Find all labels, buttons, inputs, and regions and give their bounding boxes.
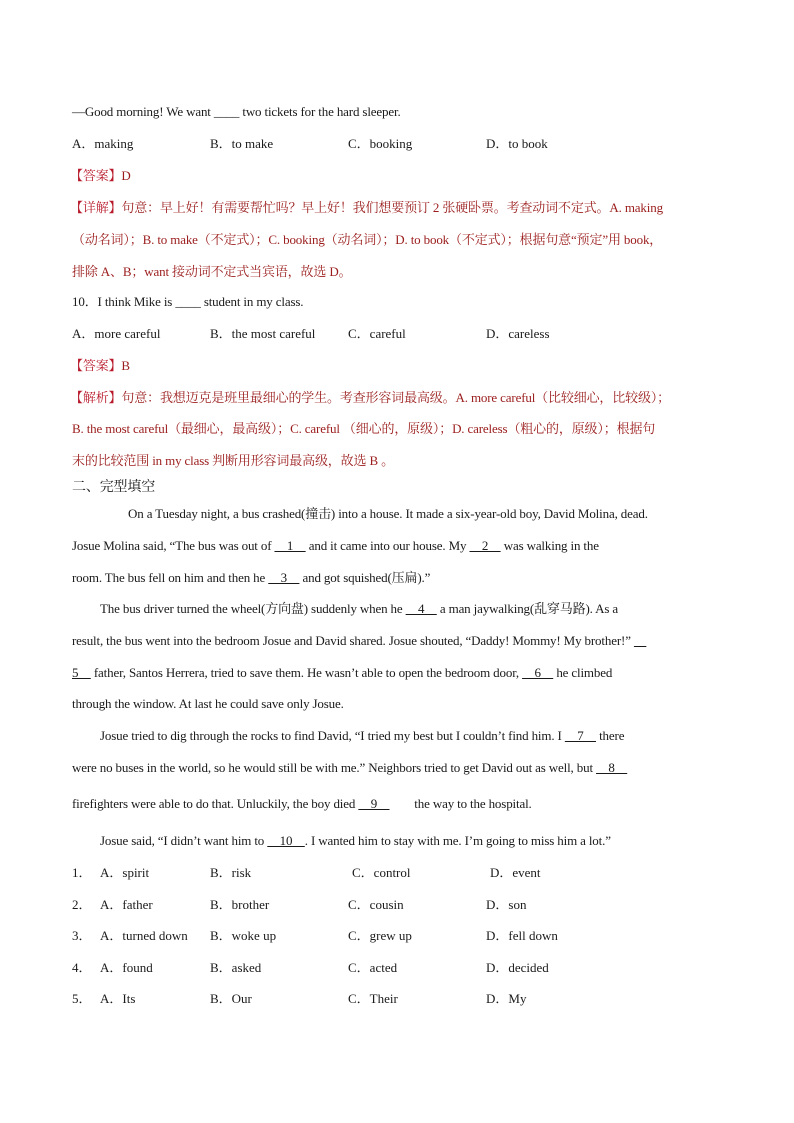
- passage-p1-line-2: Josue Molina said, “The bus was out of 1 and it came into our house. My 2 was walking in the: [72, 538, 599, 553]
- choice-option-b: B．brother: [210, 897, 270, 912]
- q9-option-c: C．booking: [348, 136, 413, 151]
- passage-p3-line-3: firefighters were able to do that. Unluckily, the boy died 9 the way to the hospital.: [72, 796, 532, 811]
- section-title: 二、完型填空: [72, 480, 156, 495]
- choice-option-a: A．spirit: [100, 865, 150, 880]
- choice-option-c: C．control: [352, 865, 411, 880]
- blank-3: 3: [268, 570, 300, 585]
- blank-7: 7: [564, 728, 596, 743]
- choice-option-d: D．event: [490, 865, 541, 880]
- blank-2: 2: [469, 538, 501, 553]
- q9-detail-line-3: 排除 A、B；want 接动词不定式当宾语，故选 D。: [72, 264, 352, 279]
- choice-option-b: B．asked: [210, 960, 262, 975]
- choice-option-b: B．Our: [210, 991, 252, 1006]
- q9-option-d: D．to book: [486, 136, 548, 151]
- choice-option-d: D．son: [486, 897, 527, 912]
- passage-p1-line-3: room. The bus fell on him and then he 3 and got squished(压扁).”: [72, 570, 431, 585]
- q9-detail-line-2: （动名词）；B. to make（不定式）；C. booking（动名词）；D. to book（不定式）；根据句意“预定”用 book，: [72, 232, 663, 247]
- detail-tag: 【详解】: [70, 200, 122, 215]
- choice-option-d: D．My: [486, 991, 527, 1006]
- q10-option-a: A．more careful: [72, 326, 161, 341]
- answer-value: B: [121, 358, 130, 373]
- q10-analysis-line-2: B. the most careful（最细心，最高级）；C. careful （细心的，原级）；D. careless（粗心的，原级）；根据句: [72, 421, 656, 436]
- blank-4: 4: [405, 601, 437, 616]
- choice-option-a: A．found: [100, 960, 153, 975]
- passage-p2-line-2: result, the bus went into the bedroom Josue and David shared. Josue shouted, “Daddy! Mommy! My brother!”: [72, 633, 646, 649]
- choice-option-d: D．decided: [486, 960, 549, 975]
- answer-tag: 【答案】: [70, 358, 122, 373]
- choice-option-c: C．grew up: [348, 928, 412, 943]
- passage-p2-line-4: through the window. At last he could save only Josue.: [72, 696, 344, 711]
- blank-6: 6: [522, 665, 554, 680]
- q10-option-b: B．the most careful: [210, 326, 316, 341]
- choice-option-c: C．Their: [348, 991, 398, 1006]
- analysis-text: 句意：我想迈克是班里最细心的学生。考查形容词最高级。A. more careful（比较细心，比较级）；: [121, 390, 671, 405]
- choice-option-b: B．risk: [210, 865, 252, 880]
- question-10-stem: 10．I think Mike is ____ student in my class.: [72, 294, 304, 309]
- q10-analysis-line-1: [70, 390, 670, 406]
- choice-number: 1．: [72, 865, 92, 880]
- passage-p3-line-1: Josue tried to dig through the rocks to find David, “I tried my best but I couldn’t find him. I 7 there: [100, 728, 625, 743]
- q10-answer: [70, 358, 130, 374]
- choice-option-a: A．Its: [100, 991, 136, 1006]
- blank-5: 5: [72, 665, 91, 680]
- q10-option-d: D．careless: [486, 326, 550, 341]
- passage-p2-line-1: The bus driver turned the wheel(方向盘) suddenly when he 4 a man jaywalking(乱穿马路). As a: [100, 601, 619, 616]
- question-9-stem: —Good morning! We want ____ two tickets for the hard sleeper.: [72, 104, 401, 119]
- choice-number: 2．: [72, 897, 92, 912]
- choice-option-c: C．cousin: [348, 897, 404, 912]
- analysis-tag: 【解析】: [70, 390, 122, 405]
- choice-option-d: D．fell down: [486, 928, 558, 943]
- blank-8: 8: [596, 760, 628, 775]
- choice-option-b: B．woke up: [210, 928, 277, 943]
- choice-number: 4．: [72, 960, 92, 975]
- choice-number: 3．: [72, 928, 92, 943]
- q10-option-c: C．careful: [348, 326, 406, 341]
- q9-option-b: B．to make: [210, 136, 274, 151]
- blank-9: 9: [358, 796, 390, 811]
- q10-analysis-line-3: 末的比较范围 in my class 判断用形容词最高级，故选 B 。: [72, 453, 394, 468]
- choice-option-a: A．father: [100, 897, 153, 912]
- choice-option-a: A．turned down: [100, 928, 188, 943]
- choice-number: 5．: [72, 991, 92, 1006]
- answer-tag: 【答案】: [70, 168, 122, 183]
- blank-10: 10: [267, 833, 305, 848]
- answer-value: D: [121, 168, 131, 183]
- blank-5-start: [634, 633, 646, 648]
- q9-option-a: A．making: [72, 136, 134, 151]
- q9-answer: [70, 168, 131, 184]
- blank-1: 1: [274, 538, 306, 553]
- detail-text: 句意：早上好！有需要帮忙吗？早上好！我们想要预订 2 张硬卧票。考查动词不定式。A. making: [121, 200, 663, 215]
- passage-p4-line-1: Josue said, “I didn’t want him to 10 . I wanted him to stay with me. I’m going to miss him a lot.”: [100, 833, 611, 848]
- q9-detail-line-1: [70, 200, 663, 216]
- passage-p2-line-3: 5 father, Santos Herrera, tried to save them. He wasn’t able to open the bedroom door, 6 he climbed: [72, 665, 613, 680]
- choice-option-c: C．acted: [348, 960, 398, 975]
- passage-p1-line-1: On a Tuesday night, a bus crashed(撞击) into a house. It made a six-year-old boy, David Molina, dead.: [128, 506, 648, 521]
- passage-p3-line-2: were no buses in the world, so he would still be with me.” Neighbors tried to get David out as well, but 8: [72, 760, 628, 775]
